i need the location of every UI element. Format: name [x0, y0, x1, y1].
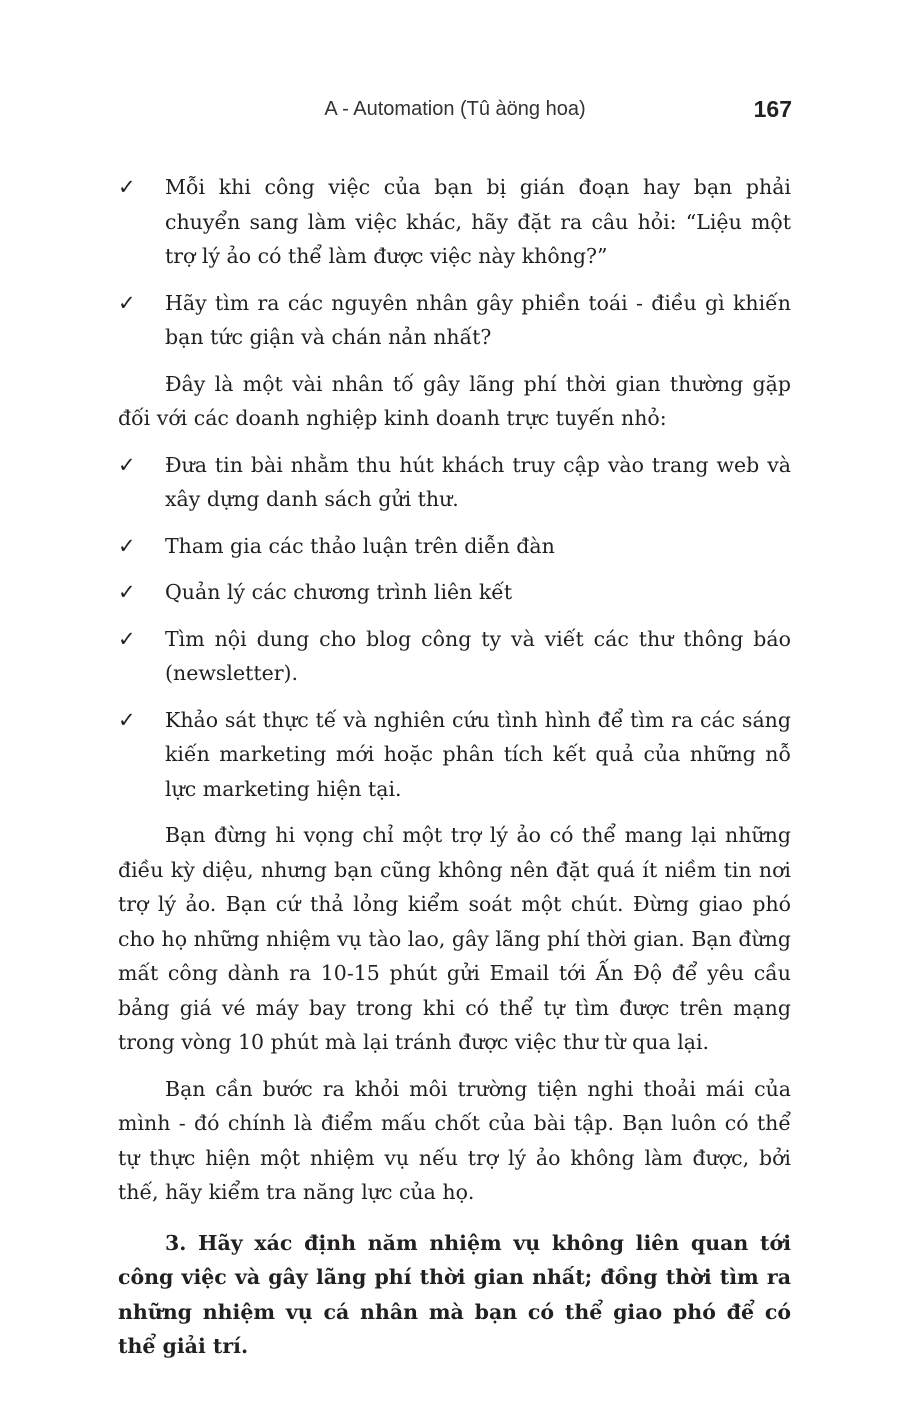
list-item-text: Mỗi khi công việc của bạn bị gián đoạn hay bạn phải chuyển sang làm việc khác, hãy đặt ra câu hỏi: “Liệu một trợ lý ảo có thể làm được việc này không?” — [165, 175, 791, 268]
check-mark-icon: ✓ — [118, 533, 136, 558]
check-mark-icon: ✓ — [118, 290, 136, 315]
list-item — [118, 622, 791, 691]
check-mark-icon: ✓ — [118, 626, 136, 651]
list-item — [118, 170, 791, 274]
checklist-1 — [118, 170, 791, 355]
check-mark-icon: ✓ — [118, 580, 136, 604]
exercise-heading-3: 3. Hãy xác định năm nhiệm vụ không liên quan tới công việc và gây lãng phí thời gian nhất; đồng thời tìm ra những nhiệm vụ cá nhân mà bạn có thể giao phó để có thể giải trí. — [118, 1230, 791, 1358]
checklist-2 — [118, 448, 791, 807]
list-item-text: Khảo sát thực tế và nghiên cứu tình hình để tìm ra các sáng kiến marketing mới hoặc phân tích kết quả của những nỗ lực marketing hiện tại. — [165, 707, 791, 801]
running-header — [118, 96, 792, 126]
list-item-text: Hãy tìm ra các nguyên nhân gây phiền toái - điều gì khiến bạn tức giận và chán nản nhất? — [165, 290, 791, 349]
list-item — [118, 575, 791, 610]
paragraph-2: Bạn cần bước ra khỏi môi trường tiện nghi thoải mái của mình - đó chính là điểm mấu chốt của bài tập. Bạn luôn có thể tự thực hiện một nhiệm vụ nếu trợ lý ảo không làm được, bởi thế, hãy kiểm tra năng lực của họ. — [118, 1076, 791, 1204]
check-mark-icon: ✓ — [118, 175, 136, 199]
check-mark-icon: ✓ — [118, 452, 136, 477]
check-mark-icon: ✓ — [118, 707, 136, 732]
page-body — [118, 170, 791, 1364]
list-item — [118, 448, 791, 517]
page-number: 167 — [753, 96, 792, 122]
list-item-text: Tìm nội dung cho blog công ty và viết các thư thông báo (newsletter). — [165, 626, 791, 685]
paragraph-intro: Đây là một vài nhân tố gây lãng phí thời gian thường gặp đối với các doanh nghiệp kinh doanh trực tuyến nhỏ: — [118, 371, 791, 430]
list-item — [118, 529, 791, 564]
paragraph-1: Bạn đừng hi vọng chỉ một trợ lý ảo có thể mang lại những điều kỳ diệu, nhưng bạn cũng không nên đặt quá ít niềm tin nơi trợ lý ảo. Bạn cứ thả lỏng kiểm soát một chút. Đừng giao phó cho họ những nhiệm vụ tào lao, gây lãng phí thời gian. Bạn đừng mất công dành ra 10-15 phút gửi Email tới Ấn Độ để yêu cầu bảng giá vé máy bay trong khi có thể tự tìm được trên mạng trong vòng 10 phút mà lại tránh được việc thư từ qua lại. — [118, 823, 791, 1054]
list-item-text: Đưa tin bài nhằm thu hút khách truy cập vào trang web và xây dựng danh sách gửi thư. — [165, 452, 791, 511]
list-item — [118, 286, 791, 355]
running-title: A - Automation (Tû àöng hoa) — [324, 98, 586, 120]
list-item — [118, 703, 791, 807]
list-item-text: Quản lý các chương trình liên kết — [165, 580, 513, 604]
list-item-text: Tham gia các thảo luận trên diễn đàn — [165, 533, 555, 558]
